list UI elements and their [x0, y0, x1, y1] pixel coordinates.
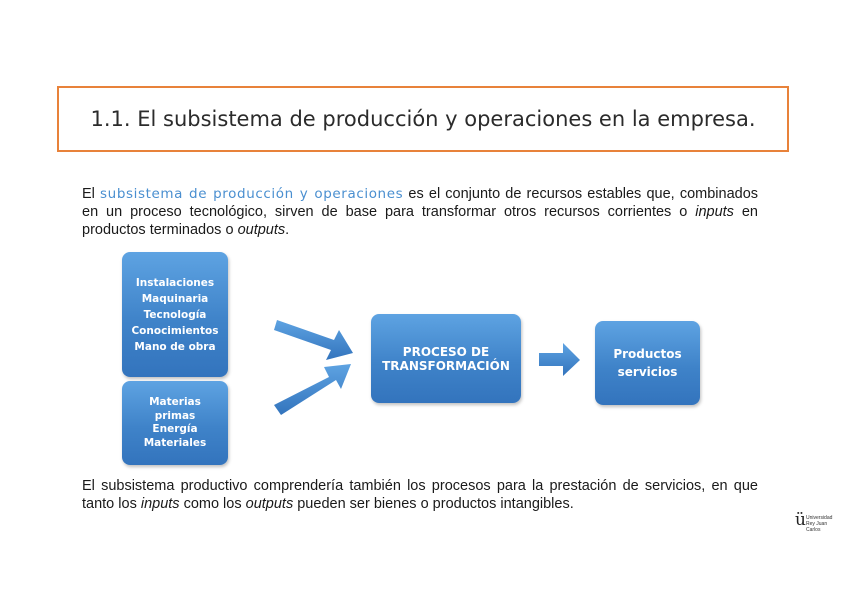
intro-start: El: [82, 186, 101, 202]
process-label-line: TRANSFORMACIÓN: [382, 358, 510, 373]
intro-mid2: en productos terminados o: [82, 204, 758, 238]
page-title: 1.1. El subsistema de producción y operaciones en la empresa.: [90, 107, 756, 131]
logo-text: [806, 515, 841, 533]
upper-arrow-icon: [274, 320, 353, 360]
resource-item: Instalaciones: [135, 276, 215, 289]
resource-item: Mano de obra: [134, 340, 216, 353]
lower-arrow-icon: [274, 364, 351, 415]
input-item: Materiales: [143, 436, 207, 449]
closing-paragraph: [82, 477, 758, 513]
closing-start: El subsistema productivo comprendería también los procesos para la prestación de servicios, en que tanto los: [82, 478, 758, 512]
input-item: Materias: [149, 396, 201, 408]
input-item: primas: [154, 409, 196, 422]
intro-inputs: inputs: [695, 204, 734, 220]
closing-end: pueden ser bienes o productos intangibles.: [293, 496, 574, 512]
closing-inputs: inputs: [140, 496, 180, 512]
output-item: servicios: [617, 365, 678, 379]
intro-mid: es el conjunto de recursos estables que, combinados en un proceso tecnológico, sirven de base para transformar otros recursos corrientes o: [82, 186, 759, 220]
closing-mid: como los: [179, 496, 246, 512]
output-item: Productos: [613, 347, 682, 361]
process-box: [371, 314, 521, 403]
input-item: Energía: [152, 423, 198, 435]
process-label-line: PROCESO DE: [402, 344, 490, 359]
resource-item: Tecnología: [143, 308, 207, 321]
resource-item: Conocimientos: [131, 324, 219, 337]
logo-line2: Rey Juan Carlos: [806, 521, 828, 533]
intro-highlight: subsistema de producción y operaciones: [100, 186, 404, 202]
right-arrow-icon: [539, 343, 580, 376]
logo-line1: Universidad: [806, 515, 833, 521]
university-logo: [795, 510, 841, 532]
logo-mark-icon: ü: [795, 510, 806, 530]
intro-end: .: [285, 222, 290, 238]
resource-item: Maquinaria: [141, 292, 209, 305]
outputs-box: [595, 321, 700, 405]
closing-outputs: outputs: [245, 496, 294, 512]
intro-outputs: outputs: [237, 222, 286, 238]
